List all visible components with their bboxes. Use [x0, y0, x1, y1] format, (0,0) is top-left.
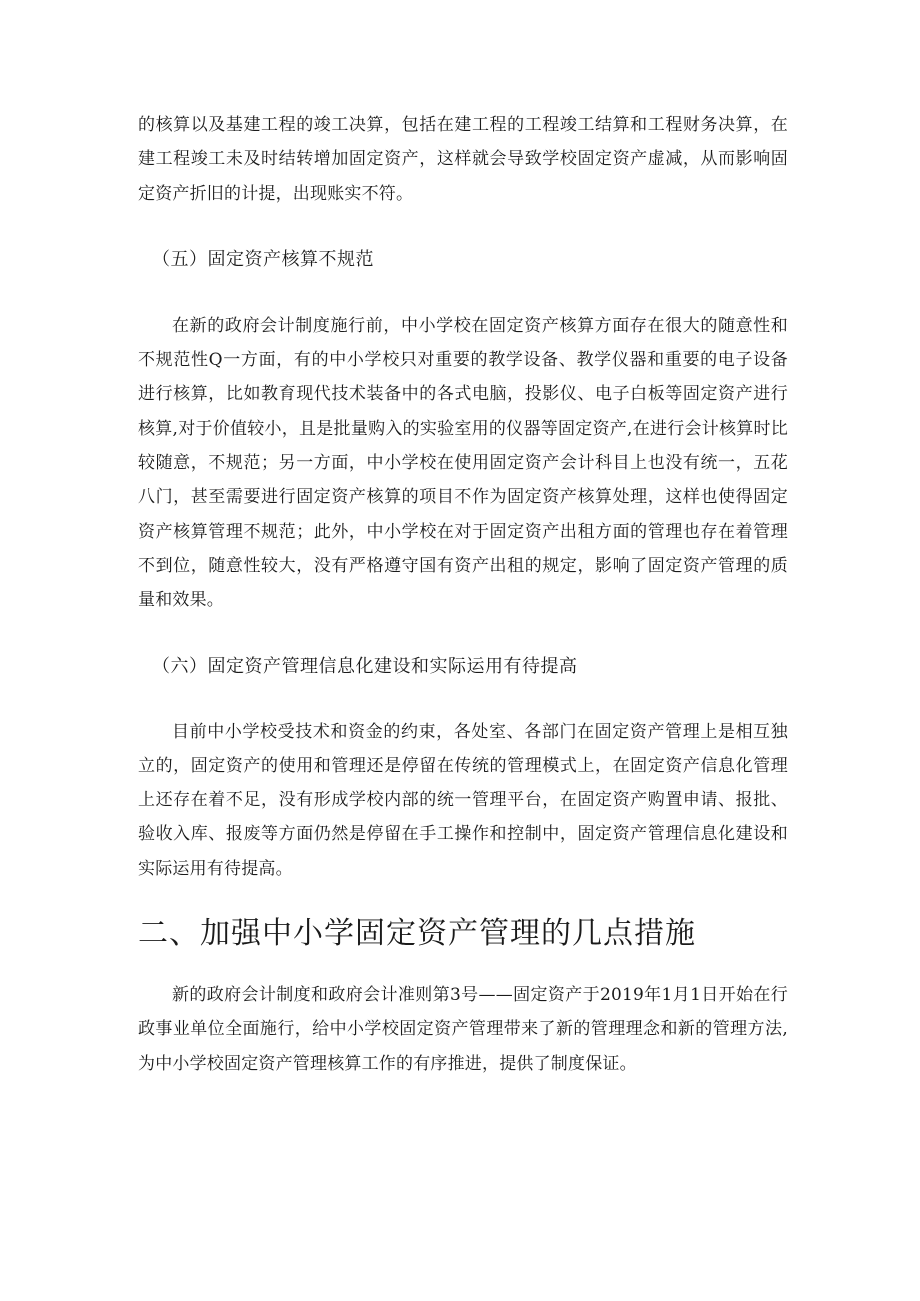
- chapter-2-paragraph: 新的政府会计制度和政府会计准则第3号——固定资产于2019年1月1日开始在行政事业单位全面施行，给中小学校固定资产管理带来了新的管理理念和新的管理方法,为中小学校固定资产管理核算工作的有序推进，提供了制度保证。: [138, 985, 788, 1074]
- section-5-paragraph: 在新的政府会计制度施行前，中小学校在固定资产核算方面存在很大的随意性和不规范性Q一方面，有的中小学校只对重要的教学设备、教学仪器和重要的电子设备进行核算，比如教育现代技术装备中的各式电脑，投影仪、电子白板等固定资产进行核算,对于价值较小，且是批量购入的实验室用的仪器等固定资产,在进行会计核算时比较随意，不规范；另一方面，中小学校在使用固定资产会计科目上也没有统一，五花八门，甚至需要进行固定资产核算的项目不作为固定资产核算处理，这样也使得固定资产核算管理不规范；此外，中小学校在对于固定资产出租方面的管理也存在着管理不到位，随意性较大，没有严格遵守国有资产出租的规定，影响了固定资产管理的质量和效果。: [138, 315, 788, 611]
- chapter-2-heading: 二、加强中小学固定资产管理的几点措施: [138, 916, 696, 952]
- section-6-paragraph: 目前中小学校受技术和资金的约束，各处室、各部门在固定资产管理上是相互独立的，固定资产的使用和管理还是停留在传统的管理模式上，在固定资产信息化管理上还存在着不足，没有形成学校内部的统一管理平台，在固定资产购置申请、报批、验收入库、报废等方面仍然是停留在手工操作和控制中，固定资产管理信息化建设和实际运用有待提高。: [138, 721, 788, 879]
- document-content: [138, 108, 788, 1081]
- section-6-heading: （六）固定资产管理信息化建设和实际运用有待提高: [152, 655, 578, 677]
- paragraph-continuation: 的核算以及基建工程的竣工决算，包括在建工程的工程竣工结算和工程财务决算，在建工程竣工未及时结转增加固定资产，这样就会导致学校固定资产虚减，从而影响固定资产折旧的计提，出现账实不符。: [138, 115, 788, 204]
- section-5-heading: （五）固定资产核算不规范: [152, 248, 374, 270]
